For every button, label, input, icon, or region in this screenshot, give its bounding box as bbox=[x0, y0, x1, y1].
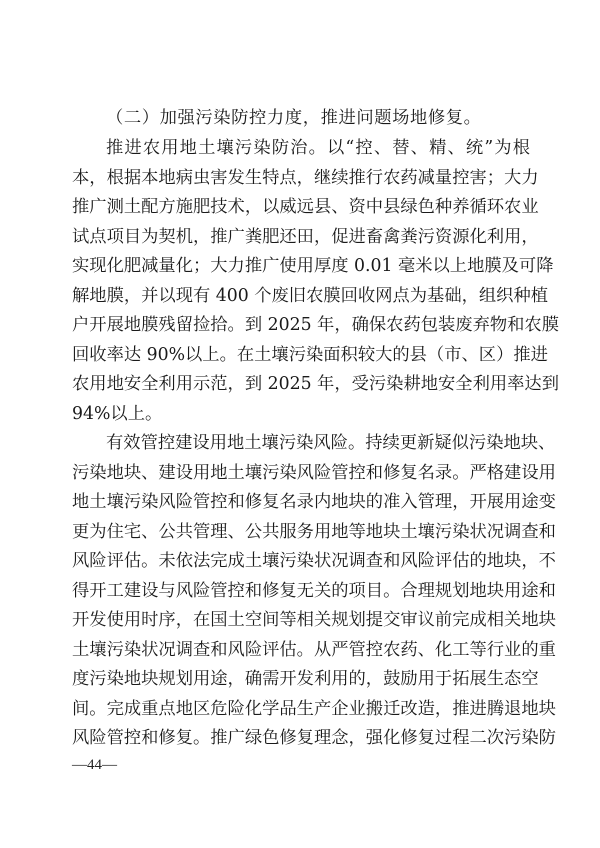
paragraph-line: 地土壤污染风险管控和修复名录内地块的准入管理，开展用途变 bbox=[72, 492, 556, 512]
paragraph-line: 污染地块、建设用地土壤污染风险管控和修复名录。严格建设用 bbox=[72, 462, 556, 483]
paragraph-line: 户开展地膜残留捡拾。到 2025 年，确保农药包装废弃物和农膜 bbox=[72, 315, 559, 335]
paragraph-line: 94%以上。 bbox=[72, 403, 163, 424]
paragraph-line: 度污染地块规划用途，确需开发利用的，鼓励用于拓展生态空 bbox=[72, 669, 539, 689]
paragraph-line: 开发使用时序，在国土空间等相关规划提交审议前完成相关地块 bbox=[72, 610, 556, 630]
paragraph-line: 农用地安全利用示范，到 2025 年，受污染耕地安全利用率达到 bbox=[72, 374, 559, 394]
paragraph-line: 回收率达 90%以上。在土壤污染面积较大的县（市、区）推进 bbox=[72, 344, 548, 365]
paragraph-line: 有效管控建设用地土壤污染风险。持续更新疑似污染地块、 bbox=[106, 433, 556, 453]
paragraph-line: 实现化肥减量化；大力推广使用厚度 0.01 毫米以上地膜及可降 bbox=[72, 256, 554, 276]
paragraph-line: 解地膜，并以现有 400 个废旧农膜回收网点为基础，组织种植 bbox=[72, 285, 549, 306]
paragraph-line: 试点项目为契机，推广粪肥还田，促进畜禽粪污资源化利用， bbox=[72, 226, 539, 247]
paragraph-line: 推进农用地土壤污染防治。以“控、替、精、统”为根 bbox=[106, 138, 530, 158]
paragraph-line: 本，根据本地病虫害发生特点，继续推行农药减量控害；大力 bbox=[72, 167, 539, 188]
paragraph-line: 得开工建设与风险管控和修复无关的项目。合理规划地块用途和 bbox=[72, 580, 556, 601]
paragraph-line: 推广测土配方施肥技术，以威远县、资中县绿色种养循环农业 bbox=[72, 197, 539, 217]
paragraph-line: 土壤污染状况调查和风险评估。从严管控农药、化工等行业的重 bbox=[72, 639, 556, 660]
paragraph-line: 风险管控和修复。推广绿色修复理念，强化修复过程二次污染防 bbox=[72, 728, 556, 748]
paragraph-line: 更为住宅、公共管理、公共服务用地等地块土壤污染状况调查和 bbox=[72, 521, 556, 542]
paragraph-line: 间。完成重点地区危险化学品生产企业搬迁改造，推进腾退地块 bbox=[72, 698, 556, 719]
page-number: —44— bbox=[72, 757, 117, 773]
section-heading: （二）加强污染防控力度，推进问题场地修复。 bbox=[106, 108, 482, 128]
paragraph-line: 风险评估。未依法完成土壤污染状况调查和风险评估的地块，不 bbox=[72, 551, 556, 571]
